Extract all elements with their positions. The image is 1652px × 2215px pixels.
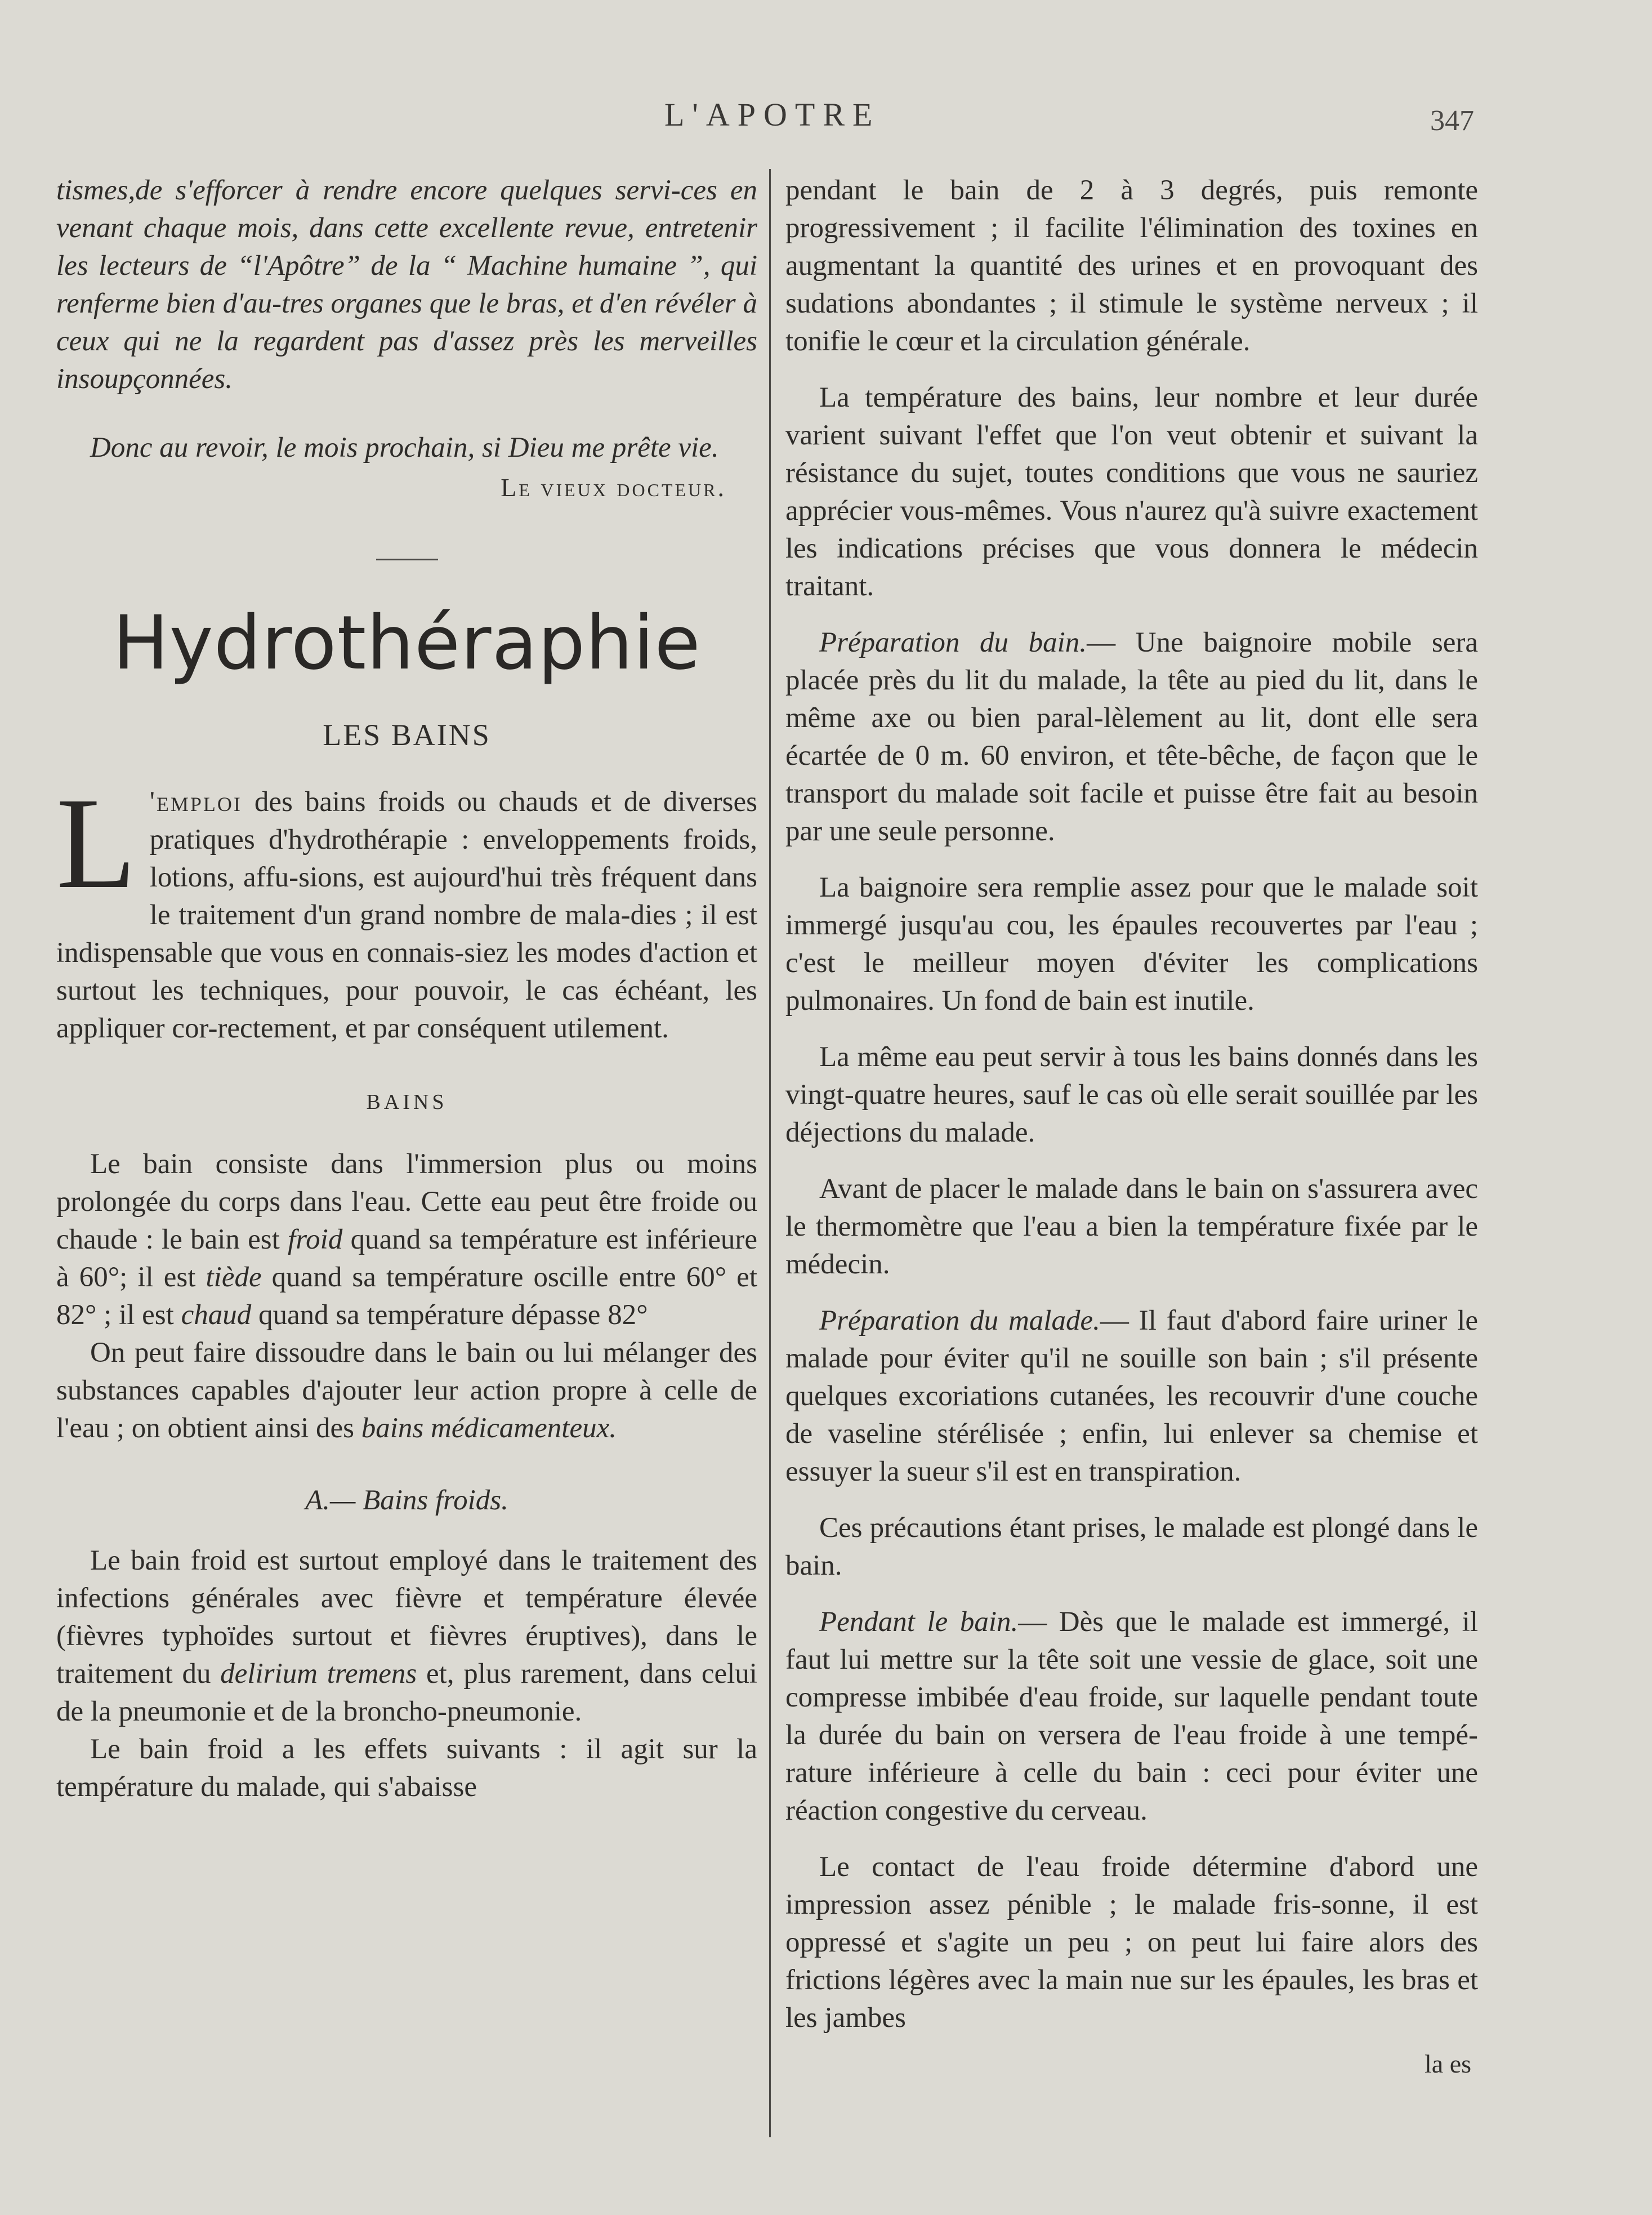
text-run: Le bain consiste dans l'immersion plus ou moins prolongée du corps dans l'eau. Cette eau peut être froide ou chaude : le bain est [56,1148,757,1255]
preparation-malade-paragraph [785,1302,1478,1491]
text-run: On peut faire dissoudre dans le bain ou lui mélanger des substances capables d'ajouter leur action propre à celle de l'eau ; on obtient ainsi des [56,1337,757,1444]
term-chaud: chaud [181,1299,252,1331]
bains-medicamenteux-paragraph [56,1334,757,1447]
right-paragraph: Le contact de l'eau froide détermine d'abord une impression assez pénible ; le malade fris-sonne, il est oppressé et s'agite un peu ; on peut lui faire alors des frictions légères avec la main nue sur les épaules, les bras et les jambes [785,1851,1478,2034]
article-title: Hydrothéraphie [113,600,701,687]
intro-paragraph: tismes,de s'efforcer à rendre encore quelques servi-ces en venant chaque mois, dans cette excellente revue, entretenir les lecteurs de “l'Apôtre” de la “ Machine humaine ”, qui renferme bien d'au-tres organes que le bras, et d'en révéler à ceux qui ne la regardent pas d'assez près les merveilles insoupçonnées. [56,175,757,395]
text-run: Le bain froid est surtout employé dans le traitement des infections générales avec fièvre et température élevée (fièvres typhoïdes surtout et fièvres éruptives), dans le traitement du [56,1545,757,1690]
bain-froid-effects-paragraph: Le bain froid a les effets suivants : il agit sur la température du malade, qui s'abaisse [56,1733,757,1803]
article-subtitle: LES BAINS [323,718,491,752]
text-run: quand sa température est inférieure à 60°; il est [56,1224,757,1293]
term-bains-medicamenteux: bains médicamenteux. [361,1412,617,1444]
lead-smallcaps: 'emploi [149,786,242,818]
right-column [785,172,1478,2037]
right-paragraph: La température des bains, leur nombre et leur durée varient suivant l'effet que l'on veut obtenir et suivant la résistance du sujet, toutes conditions que vous ne sauriez apprécier vous-mêmes. Vous n'aurez qu'à suivre exactement les indications précises que vous donnera le médecin traitant. [785,382,1478,602]
right-paragraph: La baignoire sera remplie assez pour que le malade soit immergé jusqu'au cou, les épaules recouvertes par l'eau ; c'est le meilleur moyen d'éviter les complications pulmonaires. Un fond de bain est inutile. [785,872,1478,1017]
text-run: — Une baignoire mobile sera placée près du lit du malade, la tête au pied du lit, dans le même axe ou bien paral-lèlement au lit, dont elle sera écartée de 0 m. 60 environ, et tête-bêche, de façon que le transport du malade soit facile et puisse être fait au besoin par une seule personne. [785,627,1478,847]
text-run: quand sa température oscille entre 60° et 82° ; il est [56,1262,757,1331]
intro-farewell: Donc au revoir, le mois prochain, si Dieu me prête vie. [90,432,719,463]
drop-cap: L [56,771,136,916]
trailing-fragment: la es [1425,2049,1472,2078]
text-run: et, plus rarement, dans celui de la pneumonie et de la broncho-pneumonie. [56,1658,757,1727]
text-run: — Il faut d'abord faire uriner le malade pour éviter qu'il ne souille son bain ; s'il présente quelques excoriations cutanées, les recouvrir d'une couche de vaseline stérélisée ; enfin, lui enlever sa chemise et essuyer la sueur s'il est en transpiration. [785,1305,1478,1487]
bains-paragraph [56,1146,757,1334]
text-run: quand sa température dépasse 82° [251,1299,648,1331]
term-froid: froid [288,1224,343,1255]
separator-rule [376,559,438,560]
bain-froid-paragraph [56,1542,757,1731]
run-in-heading: Préparation du malade. [819,1305,1100,1336]
column-divider [769,169,771,2137]
right-paragraph: pendant le bain de 2 à 3 degrés, puis remonte progressivement ; il facilite l'élimination des toxines en augmentant la quantité des urines et en provoquant des sudations abondantes ; il stimule le système nerveux ; il tonifie le cœur et la circulation générale. [785,175,1478,357]
right-paragraph: La même eau peut servir à tous les bains donnés dans les vingt-quatre heures, sauf le cas où elle serait souillée par les déjections du malade. [785,1041,1478,1148]
run-in-heading: Préparation du bain. [819,627,1087,658]
section-heading-bains: BAINS [366,1090,448,1114]
previous-article-ending [56,172,757,467]
running-title: L'APOTRE [664,96,881,133]
pendant-bain-paragraph [785,1603,1478,1830]
term-delirium: delirium tremens [220,1658,417,1690]
subsection-heading-bains-froids: A.— Bains froids. [305,1485,508,1516]
run-in-heading: Pendant le bain. [819,1606,1019,1638]
term-tiede: tiède [206,1262,262,1293]
author-signature: Le vieux docteur. [501,473,726,502]
text-run: — Dès que le malade est immergé, il faut lui mettre sur la tête soit une vessie de glace, soit une compresse imbibée d'eau froide, sur laquelle pendant toute la durée du bain on versera de l'eau froide à une tempé-rature inférieure à celle du bain : ceci pour éviter une réaction congestive du cerveau. [785,1606,1478,1826]
right-paragraph: Avant de placer le malade dans le bain on s'assurera avec le thermomètre que l'eau a bien la température fixée par le médecin. [785,1173,1478,1280]
lead-text: des bains froids ou chauds et de diverses pratiques d'hydrothérapie : enveloppements froids, lotions, affu-sions, est aujourd'hui très fréquent dans le traitement d'un grand nombre de mala-dies ; il est indispensable que vous en connais-siez les modes d'action et surtout les techniques, pour pouvoir, le cas échéant, les appliquer cor-rectement, et par conséquent utilement. [56,786,757,1044]
left-column [56,172,757,1806]
right-paragraph: Ces précautions étant prises, le malade est plongé dans le bain. [785,1512,1478,1581]
lead-paragraph [56,771,757,1048]
preparation-bain-paragraph [785,624,1478,850]
page-number: 347 [1430,105,1474,137]
